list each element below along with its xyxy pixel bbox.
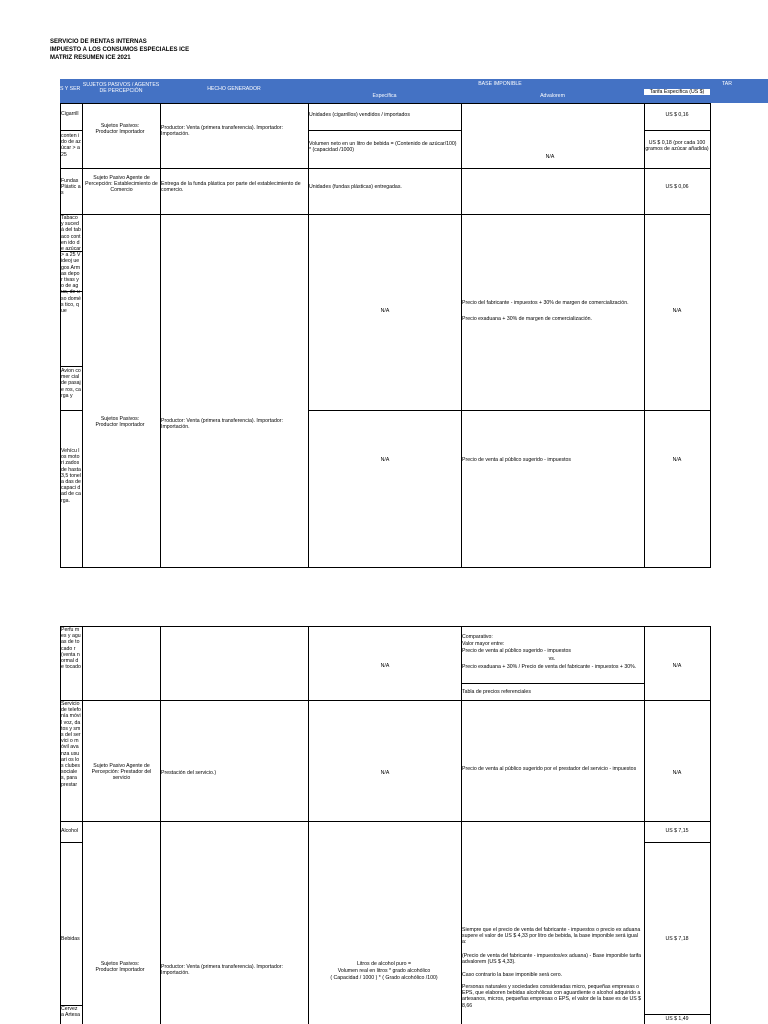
- tarifa-fundas: US $ 0,06: [665, 184, 689, 190]
- grid-line: [82, 626, 83, 1024]
- hecho-bebidas: Productor: Venta (primera transferencia). Importador: Importación.: [161, 964, 283, 977]
- item-cigarrillos: Cigarrill: [61, 111, 79, 117]
- especifica-cigarrillos: Unidades (cigarrillos) vendidos / importados: [309, 112, 410, 118]
- grid-line: [644, 842, 711, 843]
- item-telefonia: Servicio de telefonía móvil voz, datos y sms del servici o móvil avanza usuari os los clubes sociale s, para prestar: [61, 701, 81, 788]
- advalorem-perfumes-6: Tabla de precios referenciales: [462, 689, 531, 695]
- item-vehiculos: Vehícu los motori zados de hasta 3,5 tonela das de capaci dad de carga.: [61, 448, 81, 504]
- tarifa-telefonia: N/A: [672, 770, 682, 776]
- advalorem-perfumes-1: Comparativo:: [462, 634, 493, 640]
- advalorem-perfumes-4: vs.: [548, 656, 556, 662]
- advalorem-na-top: N/A: [545, 154, 555, 160]
- sujetos-fundas: Sujeto Pasivo Agente de Percepción: Establecimiento de Comercio: [85, 175, 158, 194]
- col-bienes: S Y SER: [60, 86, 81, 92]
- item-alcohol: Alcohol: [61, 828, 79, 834]
- item-bebidas-azucar: conten ido de azúcar > a 25: [61, 133, 81, 158]
- especifica-telefonia: N/A: [380, 770, 390, 776]
- advalorem-grupo-tabaco-2: Precio exaduana + 30% de margen de comercialización.: [462, 316, 592, 322]
- hecho-cigarrillos: Productor: Venta (primera transferencia). Importador: Importación.: [161, 125, 283, 138]
- col-especifica: Específica: [308, 93, 461, 99]
- especifica-vehiculos: N/A: [380, 457, 390, 463]
- grid-line: [308, 410, 711, 411]
- item-bebidas: Bebidas: [61, 936, 80, 942]
- item-fundas: Fundas Plástic as: [61, 178, 81, 197]
- especifica-bebidas-azucar: Volumen neto en un litro de bebida = (Contenido de azúcar/100) * (capacidad /1000): [309, 141, 457, 154]
- tarifa-perfumes: N/A: [672, 663, 682, 669]
- grid-line: [644, 130, 711, 131]
- advalorem-perfumes-2: Valor mayor entre:: [462, 641, 505, 647]
- col-advalorem: Advalorem: [461, 93, 644, 99]
- col-tarifa-especifica: Tarifa Específica (US $): [644, 89, 710, 95]
- advalorem-perfumes-5: Precio exaduana + 30% / Precio de venta del fabricante - impuestos + 30%.: [462, 664, 637, 670]
- hecho-telefonia: Prestación del servicio.): [161, 770, 217, 776]
- item-aviones: Avion comer cial de pasaje ros, carga y: [61, 368, 81, 399]
- advalorem-bebidas-2: (Precio de venta del fabricante - impuestos/ex aduana) - Base imponible tarifa advalorem (US $ 4,33).: [462, 953, 642, 966]
- advalorem-perfumes-3: Precio de venta al público sugerido - impuestos: [462, 648, 571, 654]
- advalorem-bebidas-1: Siempre que el precio de venta del fabricante - impuestos o precio ex aduana supere el valor de US $ 4,33 por litro de bebida, la base imponible será igual a:: [462, 927, 641, 946]
- advalorem-grupo-tabaco-1: Precio del fabricante - impuestos + 30% de margen de comercialización.: [462, 300, 629, 306]
- hecho-vehiculos: Productor: Venta (primera transferencia). Importador: Importación.: [161, 418, 283, 431]
- col-base-imponible: BASE IMPONIBLE: [308, 81, 692, 87]
- grid-line: [61, 626, 711, 627]
- header-line-2: IMPUESTO A LOS CONSUMOS ESPECIALES ICE: [50, 47, 190, 53]
- tarifa-grupo-tabaco: N/A: [672, 308, 682, 314]
- grid-line: [160, 103, 161, 567]
- grid-line: [461, 103, 462, 567]
- tarifa-vehiculos: N/A: [672, 457, 682, 463]
- sujetos-telefonia: Sujeto Pasivo Agente de Percepción: Prestador del servicio: [91, 763, 152, 782]
- grid-line: [60, 700, 711, 701]
- hecho-fundas: Entrega de la funda plástica por parte del establecimiento de comercio.: [161, 181, 301, 194]
- col-sujetos: SUJETOS PASIVOS / AGENTES DE PERCEPCIÓN: [82, 82, 160, 94]
- grid-line: [60, 103, 711, 104]
- especifica-fundas: Unidades (fundas plásticas) entregadas.: [309, 184, 402, 190]
- grid-line: [60, 821, 711, 822]
- grid-line: [461, 683, 645, 684]
- header-line-3: MATRIZ RESUMEN ICE 2021: [50, 55, 131, 61]
- grid-line: [644, 626, 645, 1024]
- grid-line: [710, 626, 711, 1024]
- col-tar: TAR: [692, 81, 732, 87]
- especifica-perfumes: N/A: [380, 663, 390, 669]
- grid-line: [82, 103, 83, 567]
- tarifa-bebidas: US $ 7,18: [665, 936, 689, 942]
- especifica-bebidas-1: Litros de alcohol puro =: [356, 961, 412, 967]
- especifica-grupo-tabaco: N/A: [380, 308, 390, 314]
- especifica-bebidas-3: ( Capacidad / 1000 ) * ( Grado alcohólico /100): [330, 975, 438, 981]
- header-line-1: SERVICIO DE RENTAS INTERNAS: [50, 39, 147, 45]
- advalorem-telefonia: Precio de venta al público sugerido por el prestador del servicio - impuestos: [462, 766, 637, 772]
- advalorem-bebidas-3: Caso contrario la base imponible será cero.: [462, 972, 563, 978]
- sujetos-vehiculos: Sujetos Pasivos: Productor Importador: [95, 416, 145, 429]
- grid-line: [60, 130, 82, 131]
- grid-line: [710, 103, 711, 567]
- especifica-bebidas-2: Volumen real en litros * grado alcohólico: [337, 968, 431, 974]
- tarifa-cerveza: US $ 1,49: [665, 1016, 689, 1022]
- item-cerveza: Cervez a Artesa: [61, 1006, 81, 1019]
- grid-line: [60, 214, 711, 215]
- sujetos-bebidas: Sujetos Pasivos: Productor Importador: [95, 961, 145, 974]
- sujetos-cigarrillos: Sujetos Pasivos: Productor Importador: [95, 123, 145, 136]
- grid-line: [60, 410, 82, 411]
- col-hecho: HECHO GENERADOR: [160, 86, 308, 92]
- grid-line: [60, 168, 711, 169]
- item-perfumes: Perfu mes y aguas de tocado r (venta normal de tocado: [61, 627, 81, 671]
- tarifa-bebidas-azucar: US $ 0,18 (por cada 100 gramos de azúcar añadida): [645, 140, 709, 153]
- grid-line: [308, 130, 461, 131]
- grid-line: [60, 567, 711, 568]
- item-grupo-tabaco: Tabaco y sucedá del tabaco conten ido de azúcar > a 25 Videoj uegos Armas depor tivas y o de agua, de uso domés tico, que: [61, 215, 81, 315]
- advalorem-bebidas-4: Personas naturales y sociedades consideradas micro, pequeñas empresas o EPS, que elaboren bebidas alcohólicas con aguardiente o alcohol adquirido a artesanos, micros, pequeñas empresas o EPS, el valor de la base es de US $ 8,66: [462, 984, 642, 1009]
- grid-line: [644, 103, 645, 567]
- tarifa-alcohol: US $ 7,15: [665, 828, 689, 834]
- grid-line: [644, 1014, 711, 1015]
- tarifa-cigarrillos: US $ 0,16: [665, 112, 689, 118]
- grid-line: [60, 366, 82, 367]
- grid-line: [308, 103, 309, 567]
- advalorem-vehiculos: Precio de venta al público sugerido - impuestos: [462, 457, 571, 463]
- grid-line: [60, 842, 82, 843]
